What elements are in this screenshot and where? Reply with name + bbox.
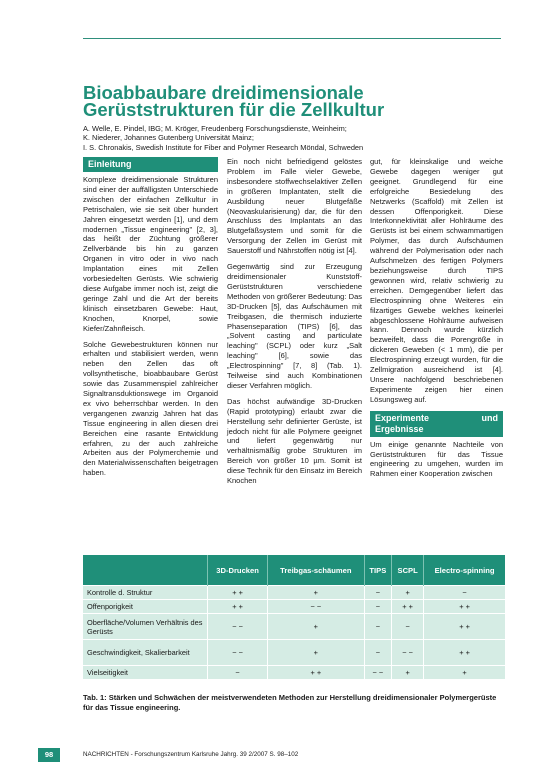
table-header-cell: Electro-spinning [424,555,505,586]
paragraph: Gegenwärtig sind zur Erzeugung dreidimensionaler Kunststoff-Gerüststrukturen verschiedene Methoden von größerer Bedeutung: Das 3D-Drucken [5], das Aufschäumen mit Treibgasen, die thermisch induzierte Phasenseparation (TIPS) [6], das „Solvent casting and particulate leaching" (SCPL) oder kurz „Salt leaching" [6], sowie das „Electrospinning" [7, 8] (Tab. 1). Teilweise sind auch Kombinationen dieser Verfahren möglich. [227,262,362,390]
section-heading-experiments: Experimente und Ergebnisse [370,411,503,437]
table-cell: + [392,586,424,600]
author-list [83,124,503,152]
table-row [83,666,505,680]
paragraph: Um einige genannte Nachteile von Gerüststrukturen für das Tissue engineering zu umgehen, wurden im Rahmen einer Kooperation zwischen [370,439,503,479]
table-cell: − [364,614,392,640]
table-cell: + + [392,600,424,614]
table-header-cell: Treibgas-schäumen [268,555,364,586]
row-label: Vielseitigkeit [83,666,208,680]
paragraph: Das höchst aufwändige 3D-Drucken (Rapid prototyping) erlaubt zwar die Herstellung sehr definierter Gerüste, ist jedoch nicht für alle Polymere geeignet und liefert gegenwärtig nur verhältnismäßig grobe Strukturen im Bereich von größer 10 µm. Somit ist diese Technik für den Einsatz im Bereich Knochen [227,396,362,486]
row-label: Kontrolle d. Struktur [83,586,208,600]
paragraph: gut, für kleinskalige und weiche Gewebe dagegen weniger gut geeignet. Grundlegend für eine erfolgreiche Besiedelung des Netzwerks (Scaffold) mit Zellen ist dessen Offenporigkeit. Diese Interkonnektivität aller Hohlräume des Gerüsts ist bei einem schwammartigen Polymer, das durch Aufschäumen während der Polymerisation oder nach Aufschmelzen des fertigen Polymers beziehungsweise durch TIPS gewonnen wird, relativ schwierig zu erreichen. Demgegenüber liefert das Electrospinning ohne Weiteres ein filzartiges Gewebe welches keinerlei abgeschlossene Hohlräume aufweisen kann. Dennoch wurde kürzlich bezweifelt, dass die Porengröße in dickeren Geweben (< 1 mm), die per Electrospinning erzeugt wurden, für die Zellmigration ausreichend ist [4]. Unsere nachfolgend beschriebenen Experimente zeigen hier einen Lösungsweg auf. [370,157,503,404]
table-cell: − [208,666,268,680]
table-caption: Tab. 1: Stärken und Schwächen der meistverwendeten Methoden zur Herstellung dreidimensionaler Polymergerüste für das Tissue engineering. [83,693,497,712]
text-column-2 [227,157,362,492]
table-cell: − − [268,600,364,614]
table-header-cell: TIPS [364,555,392,586]
row-label: Oberfläche/Volumen Verhältnis des Gerüsts [83,614,208,640]
table-cell: − [364,600,392,614]
methods-comparison-table [83,555,505,679]
table-cell: + [268,640,364,666]
page-number: 98 [38,748,60,762]
table-row [83,614,505,640]
table-cell: − − [364,666,392,680]
table-cell: + [268,586,364,600]
table-cell: + + [424,640,505,666]
section-heading-introduction: Einleitung [83,157,218,172]
text-column-1 [83,157,218,484]
table-cell: + [392,666,424,680]
table-header-cell: 3D-Drucken [208,555,268,586]
table-cell: − − [208,640,268,666]
table-header-cell [83,555,208,586]
paragraph: Ein noch nicht befriedigend gelöstes Problem im Falle vieler Gewebe, insbesondere stoffwechselaktiver Zellen in größeren Implantaten, stellt die Ausbildung neuer Blutgefäße (Neovaskularisierung) dar, die für den Anschluss des Implantats an das Blutgefäßsystem und somit für die Versorgung der Zellen im Gerüst mit Sauerstoff und Nährstoffen nötig ist [4]. [227,157,362,256]
table-cell: + + [208,600,268,614]
table-cell: − − [208,614,268,640]
article-title: Bioabbaubare dreidimensionale Gerüststrukturen für die Zellkultur [83,82,385,120]
table-cell: + [424,666,505,680]
paragraph: Komplexe dreidimensionale Strukturen sind einer der auffälligsten Unterschiede zwischen der einfachen Zellkultur in Petrischalen, wie sie seit über hundert Jahren eingesetzt werden [1], und dem modernen „Tissue engineering" [2, 3], das heißt der Züchtung größerer Zellverbände bis hin zu ganzen Organen in vitro oder in vivo nach Implantation eines mit Zellen vorbesiedelten Gerüsts. Wie schwierig diese Aufgabe immer noch ist, zeigt die geringe Zahl und die Art der bereits klinisch einsetzbaren Gewebe: Haut, Knochen, Knorpel, sowie Kiefer/Zahnfleisch. [83,175,218,333]
table-header-row [83,555,505,586]
table-cell: + [268,614,364,640]
table-header-cell: SCPL [392,555,424,586]
author-line: I. S. Chronakis, Swedish Institute for Fiber and Polymer Research Möndal, Schweden [83,142,364,152]
paragraph: Solche Gewebestrukturen können nur erhalten und stabilisiert werden, wenn neben den Zellen das oft vollsynthetische, bioabbaubare Gerüst sowie das Zusammenspiel zahlreicher Signaltransduktionswege im Organoid ex vivo beherrschbar werden. In den vergangenen zwanzig Jahren hat das Tissue engineering in allen diesen drei Bereichen eine rasante Entwicklung erfahren, zu der auch zahlreiche Arbeiten aus der Polymerchemie und den Materialwissenschaften beigetragen haben. [83,339,218,478]
table-row [83,586,505,600]
table-cell: + + [424,600,505,614]
table-cell: − [364,586,392,600]
top-rule [83,38,501,39]
table-cell: + + [208,586,268,600]
table-cell: − [392,614,424,640]
table-cell: + + [268,666,364,680]
table-row [83,600,505,614]
table-row [83,640,505,666]
table-cell: − [364,640,392,666]
table-cell: + + [424,614,505,640]
table-cell: − − [392,640,424,666]
text-column-3 [370,157,503,485]
author-line: K. Niederer, Johannes Gutenberg Universität Mainz; [83,133,254,143]
journal-citation: NACHRICHTEN - Forschungszentrum Karlsruhe Jahrg. 39 2/2007 S. 98–102 [83,751,299,758]
table-cell: − [424,586,505,600]
row-label: Offenporigkeit [83,600,208,614]
author-line: A. Welle, E. Pindel, IBG; M. Kröger, Freudenberg Forschungsdienste, Weinheim; [83,124,347,133]
row-label: Geschwindigkeit, Skalierbarkeit [83,640,208,666]
